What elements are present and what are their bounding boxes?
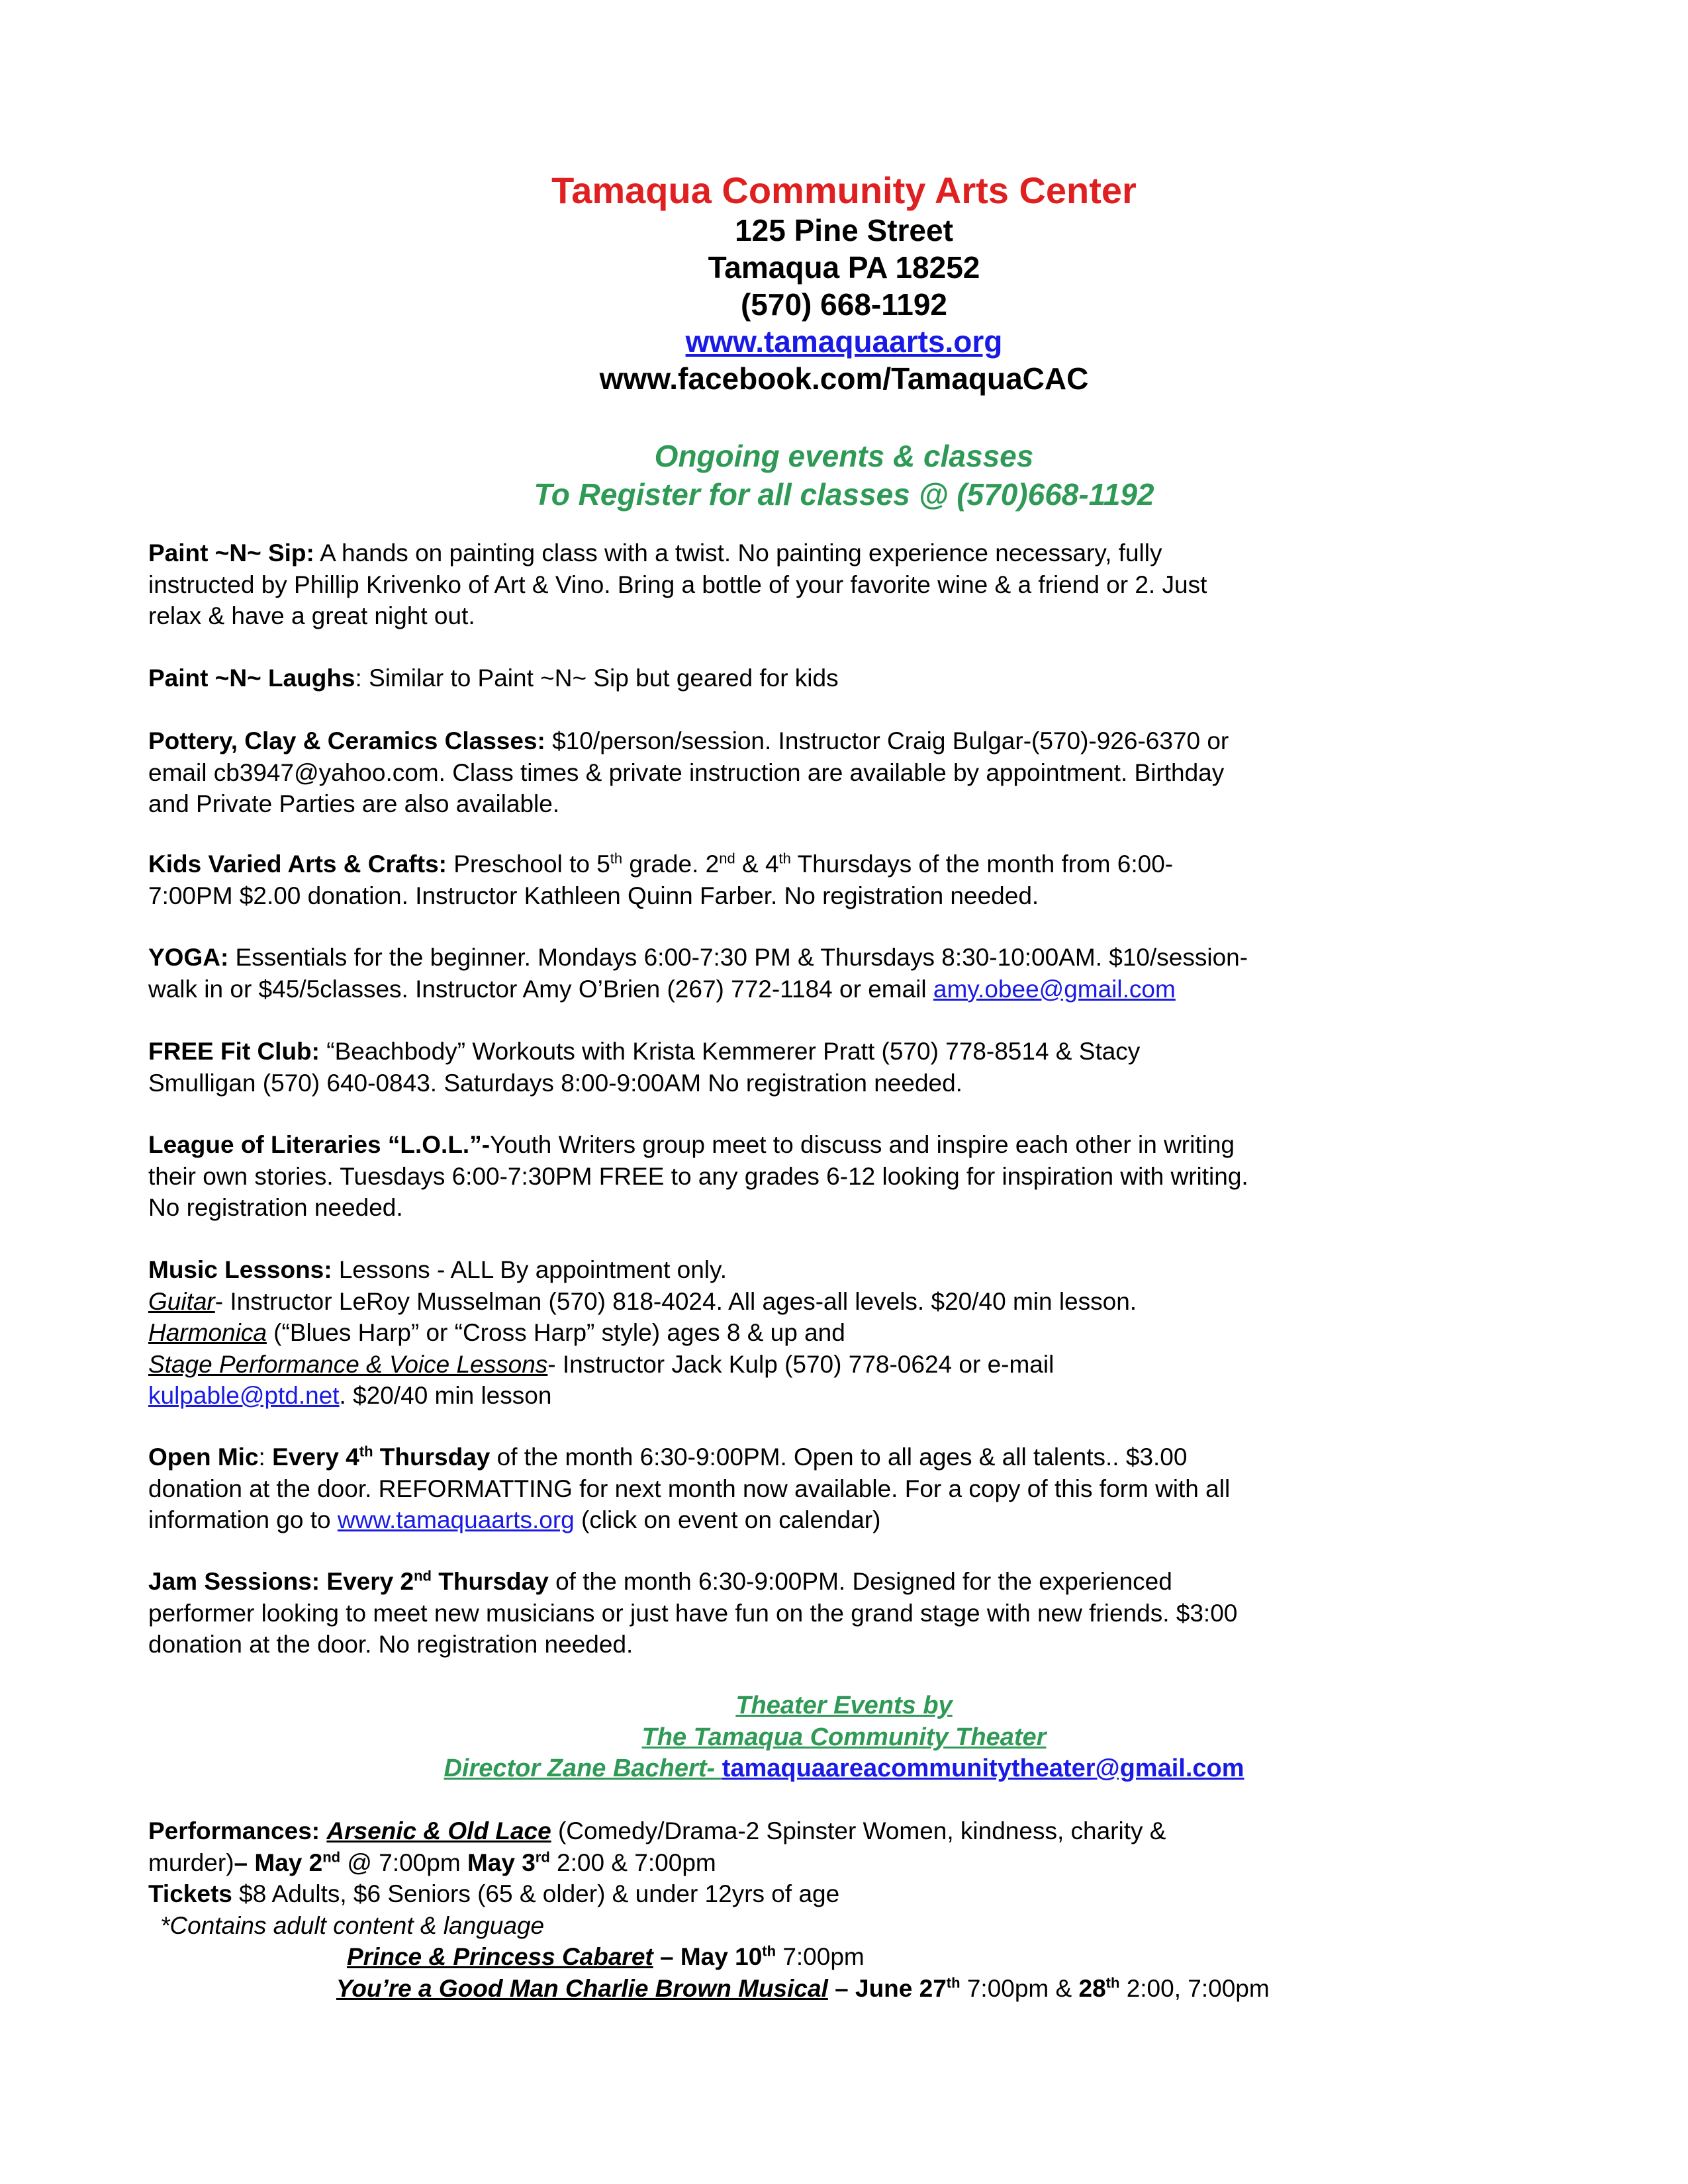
stage-text: - Instructor Jack Kulp (570) 778-0624 or e-mail bbox=[547, 1350, 1055, 1378]
yoga-entry bbox=[148, 942, 1578, 1005]
kids-text-b: grade. 2 bbox=[622, 850, 720, 878]
perf-may2: – May 2 bbox=[234, 1848, 323, 1876]
org-title: Tamaqua Community Arts Center bbox=[551, 169, 1137, 211]
league-entry bbox=[148, 1129, 1578, 1224]
open-mic-sup: th bbox=[359, 1443, 373, 1460]
fit-club-text: “Beachbody” Workouts with Krista Kemmerer Pratt (570) 778-8514 & Stacy bbox=[319, 1038, 1141, 1065]
charlie-sup-2: th bbox=[1105, 1974, 1120, 1991]
pottery-label: Pottery, Clay & Ceramics Classes: bbox=[148, 727, 545, 754]
jam-sessions-entry bbox=[148, 1566, 1578, 1661]
perf-time-2: 2:00 & 7:00pm bbox=[549, 1848, 716, 1876]
paint-sip-entry bbox=[148, 537, 1578, 632]
jam-text: of the month 6:30-9:00PM. Designed for the experienced bbox=[548, 1568, 1172, 1595]
content-note: *Contains adult content & language bbox=[160, 1911, 545, 1939]
jam-label: Jam Sessions: Every 2 bbox=[148, 1568, 414, 1595]
cabaret-sup: th bbox=[762, 1942, 776, 1960]
stage-label: Stage Performance & Voice Lessons bbox=[148, 1350, 548, 1378]
paint-sip-label: Paint ~N~ Sip: bbox=[148, 539, 314, 567]
pottery-text: $10/person/session. Instructor Craig Bulgar-(570)-926-6370 or bbox=[545, 727, 1229, 754]
street-address: 125 Pine Street bbox=[735, 213, 953, 248]
open-mic-text-3: information go to bbox=[148, 1506, 338, 1533]
theater-line-2: The Tamaqua Community Theater bbox=[641, 1723, 1047, 1751]
pottery-text-3: and Private Parties are also available. bbox=[148, 790, 560, 817]
guitar-label: Guitar bbox=[148, 1287, 215, 1315]
charlie-time-1: 7:00pm & bbox=[960, 1974, 1079, 2002]
charlie-time-2: 2:00, 7:00pm bbox=[1119, 1974, 1270, 2002]
ongoing-title: Ongoing events & classes bbox=[654, 439, 1034, 473]
pottery-text-2: email cb3947@yahoo.com. Class times & private instruction are available by appointment. Birthday bbox=[148, 758, 1225, 786]
open-mic-link[interactable]: www.tamaquaarts.org bbox=[337, 1506, 575, 1533]
harmonica-text: (“Blues Harp” or “Cross Harp” style) ages 8 & up and bbox=[266, 1319, 845, 1346]
jam-text-2: performer looking to meet new musicians or just have fun on the grand stage with new friends. $3:00 bbox=[148, 1599, 1238, 1627]
music-text: Lessons - ALL By appointment only. bbox=[332, 1256, 727, 1283]
fit-club-text-2: Smulligan (570) 640-0843. Saturdays 8:00-9:00AM No registration needed. bbox=[148, 1069, 962, 1097]
theater-heading bbox=[0, 1690, 1688, 1785]
phone-number: (570) 668-1192 bbox=[740, 287, 948, 322]
perf-time-1: @ 7:00pm bbox=[340, 1848, 467, 1876]
paint-laughs-label: Paint ~N~ Laughs bbox=[148, 664, 355, 692]
open-mic-text: of the month 6:30-9:00PM. Open to all ages & all talents.. $3.00 bbox=[490, 1443, 1188, 1471]
perf-sup-1: nd bbox=[322, 1848, 341, 1866]
paint-laughs-entry bbox=[148, 662, 1578, 694]
open-mic-entry bbox=[148, 1441, 1578, 1536]
yoga-text-2: walk in or $45/5classes. Instructor Amy O’Brien (267) 772-1184 or email bbox=[148, 975, 933, 1003]
charlie-sup: th bbox=[946, 1974, 961, 1991]
show-arsenic-desc: (Comedy/Drama-2 Spinster Women, kindness, charity & bbox=[551, 1817, 1166, 1844]
open-mic-label: Open Mic bbox=[148, 1443, 259, 1471]
pottery-entry bbox=[148, 725, 1578, 820]
jam-sup: nd bbox=[414, 1567, 432, 1584]
open-mic-thursday: Thursday bbox=[373, 1443, 491, 1471]
yoga-text: Essentials for the beginner. Mondays 6:00-7:30 PM & Thursdays 8:30-10:00AM. $10/session- bbox=[228, 944, 1248, 971]
league-label: League of Literaries “L.O.L.”- bbox=[148, 1131, 491, 1158]
theater-director: Director Zane Bachert- bbox=[444, 1754, 722, 1782]
music-label: Music Lessons: bbox=[148, 1256, 332, 1283]
league-text-2: their own stories. Tuesdays 6:00-7:30PM FREE to any grades 6-12 looking for inspiration with writing. bbox=[148, 1162, 1248, 1190]
music-lessons-entry bbox=[148, 1254, 1578, 1412]
website-link[interactable]: www.tamaquaarts.org bbox=[685, 324, 1003, 359]
register-line: To Register for all classes @ (570)668-1192 bbox=[534, 477, 1154, 512]
yoga-email-link[interactable]: amy.obee@gmail.com bbox=[933, 975, 1176, 1003]
city-state-zip: Tamaqua PA 18252 bbox=[708, 250, 980, 285]
theater-email-link[interactable]: tamaquaareacommunitytheater@gmail.com bbox=[722, 1754, 1244, 1782]
kids-sup-2: nd bbox=[719, 850, 735, 867]
facebook-url: www.facebook.com/TamaquaCAC bbox=[599, 361, 1089, 396]
open-mic-every: Every 4 bbox=[272, 1443, 359, 1471]
charlie-date: – June 27 bbox=[827, 1974, 947, 2002]
tickets-label: Tickets bbox=[148, 1880, 232, 1907]
music-email-link[interactable]: kulpable@ptd.net bbox=[148, 1382, 340, 1409]
kids-text-c: & 4 bbox=[735, 850, 779, 878]
tickets-text: $8 Adults, $6 Seniors (65 & older) & under 12yrs of age bbox=[232, 1880, 840, 1907]
show-cabaret: Prince & Princess Cabaret bbox=[347, 1943, 653, 1970]
kids-text-d: Thursdays of the month from 6:00- bbox=[790, 850, 1174, 878]
perf-may3: May 3 bbox=[467, 1848, 536, 1876]
kids-label: Kids Varied Arts & Crafts: bbox=[148, 850, 447, 878]
paint-sip-text: A hands on painting class with a twist. No painting experience necessary, fully bbox=[314, 539, 1162, 567]
league-text-3: No registration needed. bbox=[148, 1194, 403, 1221]
perf-murder: murder) bbox=[148, 1848, 234, 1876]
performances-label: Performances: bbox=[148, 1817, 320, 1844]
kids-arts-entry bbox=[148, 848, 1578, 911]
kids-sup-3: th bbox=[778, 850, 791, 867]
fit-club-label: FREE Fit Club: bbox=[148, 1038, 320, 1065]
paint-sip-text-3: relax & have a great night out. bbox=[148, 602, 475, 629]
cabaret-time: 7:00pm bbox=[776, 1943, 865, 1970]
charlie-date-2: 28 bbox=[1078, 1974, 1106, 2002]
league-text: Youth Writers group meet to discuss and inspire each other in writing bbox=[490, 1131, 1235, 1158]
music-email-tail: . $20/40 min lesson bbox=[339, 1382, 552, 1409]
open-mic-colon: : bbox=[258, 1443, 273, 1471]
guitar-text: - Instructor LeRoy Musselman (570) 818-4024. All ages-all levels. $20/40 min lesson. bbox=[214, 1287, 1137, 1315]
open-mic-text-2: donation at the door. REFORMATTING for next month now available. For a copy of this form with all bbox=[148, 1475, 1231, 1502]
jam-text-3: donation at the door. No registration needed. bbox=[148, 1631, 633, 1658]
show-arsenic: Arsenic & Old Lace bbox=[326, 1817, 551, 1844]
harmonica-label: Harmonica bbox=[148, 1319, 267, 1346]
cabaret-date: – May 10 bbox=[653, 1943, 763, 1970]
ongoing-heading bbox=[0, 437, 1688, 514]
perf-sup-2: rd bbox=[535, 1848, 550, 1866]
kids-sup-1: th bbox=[610, 850, 623, 867]
performances-entry bbox=[148, 1815, 1578, 2004]
yoga-label: YOGA: bbox=[148, 944, 229, 971]
org-address-block bbox=[0, 212, 1688, 397]
show-charlie-brown: You’re a Good Man Charlie Brown Musical bbox=[336, 1974, 828, 2002]
jam-thursday: Thursday bbox=[431, 1568, 549, 1595]
paint-sip-text-2: instructed by Phillip Krivenko of Art & Vino. Bring a bottle of your favorite wine & a friend or 2. Just bbox=[148, 570, 1207, 598]
theater-line-1: Theater Events by bbox=[735, 1692, 953, 1719]
paint-laughs-text: : Similar to Paint ~N~ Sip but geared for kids bbox=[355, 664, 839, 692]
open-mic-text-3b: (click on event on calendar) bbox=[574, 1506, 881, 1533]
kids-text-2: 7:00PM $2.00 donation. Instructor Kathleen Quinn Farber. No registration needed. bbox=[148, 882, 1039, 909]
fit-club-entry bbox=[148, 1036, 1578, 1099]
kids-text-a: Preschool to 5 bbox=[446, 850, 610, 878]
